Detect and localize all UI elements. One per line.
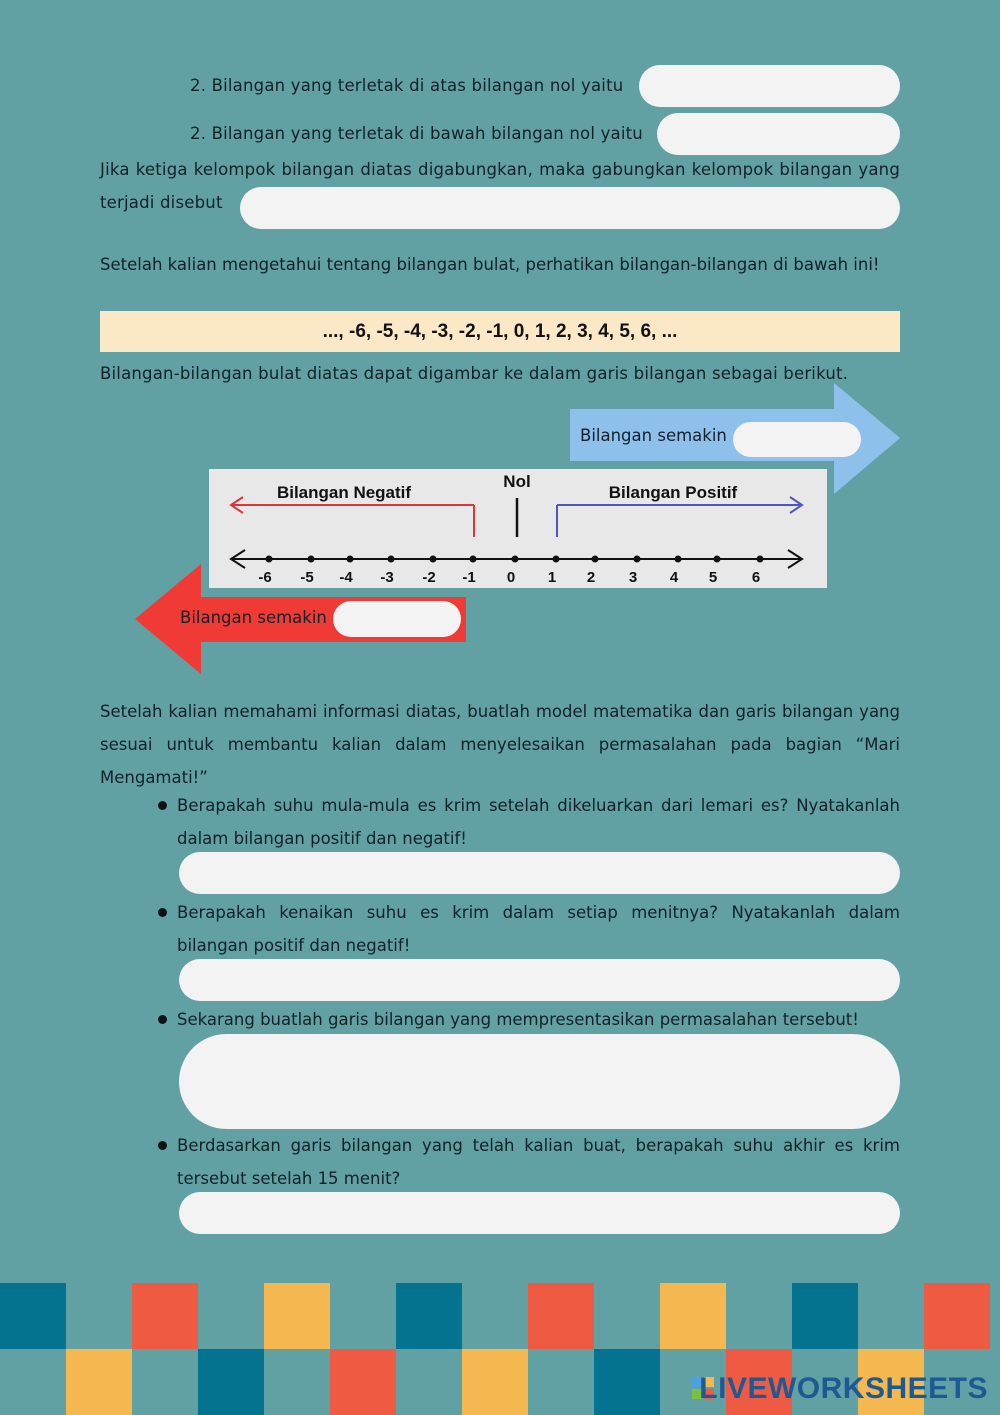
answer-field-below-zero[interactable] — [657, 113, 900, 155]
statement-below-zero: 2. Bilangan yang terletak di bawah bilangan nol yaitu — [190, 124, 643, 143]
task-text: Setelah kalian memahami informasi diatas, buatlah model matematika dan garis bilangan yang sesuai untuk membantu kalian dalam menyelesaikan permasalahan pada bagian “Mari Mengamati!” — [100, 702, 900, 787]
tick-label: 3 — [628, 569, 638, 586]
tick-label: -5 — [300, 569, 314, 586]
tick-label: 4 — [669, 569, 679, 586]
numberline-caption: Bilangan-bilangan bulat diatas dapat digambar ke dalam garis bilangan sebagai berikut. — [100, 364, 849, 383]
integer-sequence: ..., -6, -5, -4, -3, -2, -1, 0, 1, 2, 3, 4, 5, 6, ... — [100, 311, 900, 352]
intro-text: Setelah kalian mengetahui tentang bilangan bulat, perhatikan bilangan-bilangan di bawah ini! — [100, 255, 880, 274]
tick-dot — [512, 556, 519, 563]
negative-label: Bilangan Negatif — [276, 483, 412, 502]
answer-field-question-3[interactable] — [179, 1034, 900, 1129]
bullet-icon — [158, 1015, 167, 1024]
statement-combined-line2: terjadi disebut — [100, 193, 223, 212]
left-arrow-label: Bilangan semakin — [180, 608, 327, 627]
answer-field-right-arrow[interactable] — [733, 422, 861, 457]
right-arrow-label: Bilangan semakin — [580, 426, 727, 445]
zero-label: Nol — [503, 472, 531, 491]
footer-tile — [330, 1349, 396, 1415]
tick-dot — [714, 556, 721, 563]
footer-tile — [660, 1283, 726, 1349]
tick-dot — [430, 556, 437, 563]
answer-field-question-4[interactable] — [179, 1192, 900, 1234]
footer-tile — [0, 1283, 66, 1349]
tick-label: 0 — [506, 569, 516, 586]
tick-dot — [757, 556, 764, 563]
footer-tile — [264, 1283, 330, 1349]
tick-dot — [675, 556, 682, 563]
tick-label: 1 — [547, 569, 557, 586]
answer-field-left-arrow[interactable] — [333, 601, 461, 637]
tick-label: 6 — [751, 569, 761, 586]
footer-tile — [462, 1349, 528, 1415]
brand-name: LIVEWORKSHEETS — [699, 1372, 988, 1405]
tick-label: -1 — [462, 569, 476, 586]
footer-tile — [66, 1349, 132, 1415]
tick-label: 5 — [708, 569, 718, 586]
answer-field-above-zero[interactable] — [639, 65, 900, 107]
tick-label: -6 — [258, 569, 272, 586]
footer-tile — [924, 1283, 990, 1349]
answer-field-question-2[interactable] — [179, 959, 900, 1001]
tick-label: 2 — [586, 569, 596, 586]
tick-dot — [470, 556, 477, 563]
positive-label: Bilangan Positif — [608, 483, 738, 502]
bullet-icon — [158, 801, 167, 810]
footer-tile — [396, 1283, 462, 1349]
statement-above-zero: 2. Bilangan yang terletak di atas bilangan nol yaitu — [190, 76, 624, 95]
footer-tile — [594, 1349, 660, 1415]
tick-dot — [308, 556, 315, 563]
positive-bracket — [557, 497, 802, 537]
tick-dot — [592, 556, 599, 563]
footer-tile — [792, 1283, 858, 1349]
tick-dot — [634, 556, 641, 563]
question-4: Berdasarkan garis bilangan yang telah kalian buat, berapakah suhu akhir es krim tersebut setelah 15 menit? — [177, 1136, 900, 1188]
answer-field-integer-set[interactable] — [240, 187, 900, 229]
tick-label: -3 — [380, 569, 394, 586]
footer-tile — [132, 1283, 198, 1349]
answer-field-question-1[interactable] — [179, 852, 900, 894]
negative-bracket — [231, 497, 474, 537]
tick-label: -4 — [339, 569, 353, 586]
tick-dot — [553, 556, 560, 563]
tick-label: -2 — [422, 569, 436, 586]
question-2: Berapakah kenaikan suhu es krim dalam setiap menitnya? Nyatakanlah dalam bilangan positif dan negatif! — [177, 903, 900, 955]
question-1: Berapakah suhu mula-mula es krim setelah dikeluarkan dari lemari es? Nyatakanlah dalam bilangan positif dan negatif! — [177, 796, 900, 848]
footer-tile — [198, 1349, 264, 1415]
bullet-icon — [158, 1141, 167, 1150]
statement-combined-line1: Jika ketiga kelompok bilangan diatas digabungkan, maka gabungkan kelompok bilangan yang — [100, 160, 900, 179]
footer-tile — [528, 1283, 594, 1349]
tick-dot — [388, 556, 395, 563]
bullet-icon — [158, 908, 167, 917]
question-3: Sekarang buatlah garis bilangan yang mempresentasikan permasalahan tersebut! — [177, 1010, 859, 1029]
tick-dot — [266, 556, 273, 563]
tick-dot — [347, 556, 354, 563]
